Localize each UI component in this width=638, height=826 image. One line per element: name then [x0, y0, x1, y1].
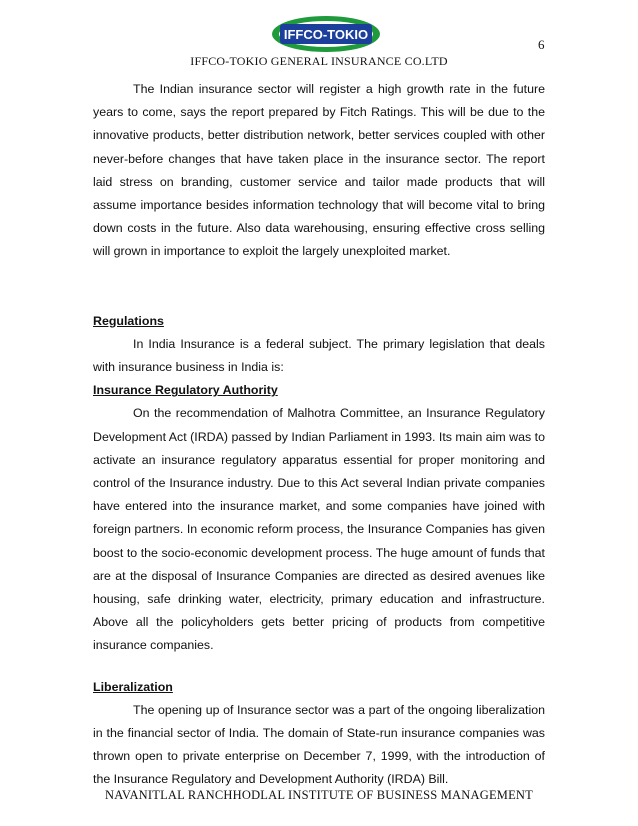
intro-paragraph: The Indian insurance sector will register a high growth rate in the future years to come, says the report prepared by Fitch Ratings. This will be due to the innovative products, better distribution network, better services coupled with other never-before changes that have taken place in the insurance sector. The report laid stress on branding, customer service and tailor made products that will assume importance besides information technology that will become vital to bring down costs in the future. Also data warehousing, ensuring effective cross selling will grown in importance to exploit the largely unexploited market.: [93, 82, 545, 259]
logo-text: IFFCO-TOKIO: [283, 27, 369, 42]
page-number: 6: [538, 37, 545, 52]
regulations-paragraph: In India Insurance is a federal subject. The primary legislation that deals with insurance business in India is:: [93, 336, 545, 375]
liberalization-heading: Liberalization: [93, 679, 173, 694]
regulations-heading: Regulations: [93, 313, 164, 328]
document-body: [93, 78, 545, 792]
irda-paragraph: On the recommendation of Malhotra Committee, an Insurance Regulatory Development Act (IRDA) passed by Indian Parliament in 1993. Its main aim was to activate an insurance regulatory apparatus essential for proper monitoring and control of the Insurance industry. Due to this Act several Indian private companies have entered into the insurance market, and some companies have joined with foreign partners. In economic reform process, the Insurance Companies has given boost to the socio-economic development process. The huge amount of funds that are at the disposal of Insurance Companies are directed as desired avenues like housing, safe drinking water, electricity, primary education and infrastructure. Above all the policyholders gets better pricing of products from competitive insurance companies.: [93, 406, 545, 653]
iffco-tokio-logo: [271, 15, 381, 53]
section-spacer: [93, 658, 545, 676]
irda-heading: Insurance Regulatory Authority: [93, 383, 278, 398]
liberalization-paragraph: The opening up of Insurance sector was a part of the ongoing liberalization in the financial sector of India. The domain of State-run insurance companies was thrown open to private enterprise on December 7, 1999, with the introduction of the Insurance Regulatory and Development Authority (IRDA) Bill.: [93, 702, 545, 787]
section-spacer: [93, 264, 545, 310]
company-header: IFFCO-TOKIO GENERAL INSURANCE CO.LTD: [190, 54, 448, 68]
footer-institute: NAVANITLAL RANCHHODLAL INSTITUTE OF BUSINESS MANAGEMENT: [104, 788, 533, 802]
